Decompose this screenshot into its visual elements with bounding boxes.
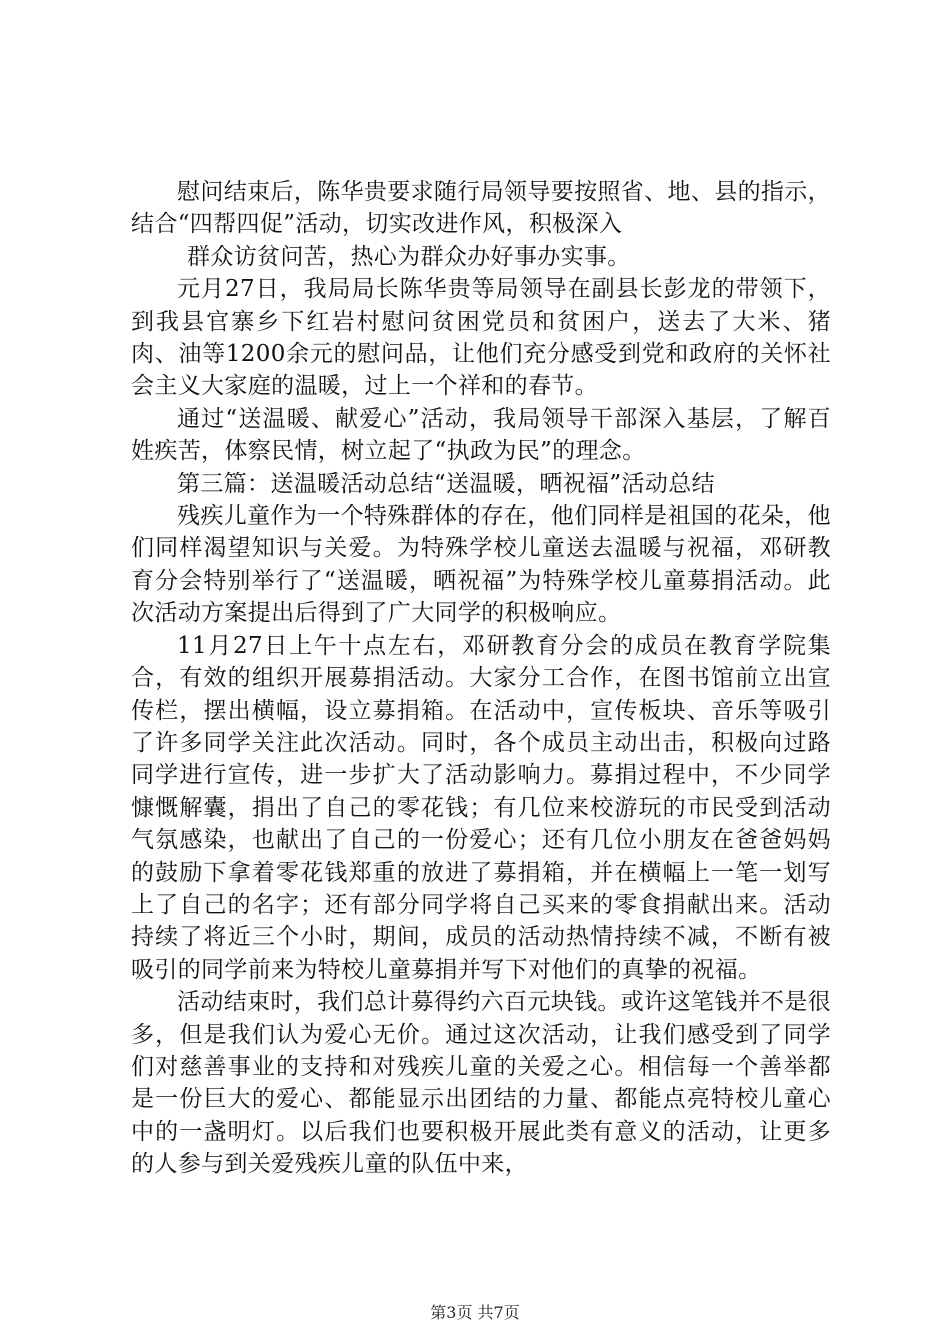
paragraph: 群众访贫问苦，热心为群众办好事办实事。: [187, 243, 631, 270]
document-body: [131, 176, 831, 1181]
paragraph: 11月27日上午十点左右，邓研教育分会的成员在教育学院集合，有效的组织开展募捐活动。大家分工合作，在图书馆前立出宣传栏，摆出横幅，设立募捐箱。在活动中，宣传板块、音乐等吸引了许多同学关注此次活动。同时，各个成员主动出击，积极向过路同学进行宣传，进一步扩大了活动影响力。募捐过程中，不少同学慷慨解囊，捐出了自己的零花钱；有几位来校游玩的市民受到活动气氛感染，也献出了自己的一份爱心；还有几位小朋友在爸爸妈妈的鼓励下拿着零花钱郑重的放进了募捐箱，并在横幅上一笔一划写上了自己的名字；还有部分同学将自己买来的零食捐献出来。活动持续了将近三个小时，期间，成员的活动热情持续不减，不断有被吸引的同学前来为特校儿童募捐并写下对他们的真挚的祝福。: [131, 632, 831, 983]
page-number-footer: 第3页 共7页: [430, 1303, 520, 1322]
paragraph: 残疾儿童作为一个特殊群体的存在，他们同样是祖国的花朵，他们同样渴望知识与关爱。为特殊学校儿童送去温暖与祝福，邓研教育分会特别举行了“送温暖，晒祝福”为特殊学校儿童募捐活动。此次活动方案提出后得到了广大同学的积极响应。: [131, 503, 831, 627]
paragraph: 活动结束时，我们总计募得约六百元块钱。或许这笔钱并不是很多，但是我们认为爱心无价。通过这次活动，让我们感受到了同学们对慈善事业的支持和对残疾儿童的关爱之心。相信每一个善举都是一份巨大的爱心、都能显示出团结的力量、都能点亮特校儿童心中的一盏明灯。以后我们也要积极开展此类有意义的活动，让更多的人参与到关爱残疾儿童的队伍中来，: [131, 989, 831, 1178]
paragraph: 元月27日，我局局长陈华贵等局领导在副县长彭龙的带领下，到我县官寨乡下红岩村慰问贫困党员和贫困户，送去了大米、猪肉、油等1200余元的慰问品，让他们充分感受到党和政府的关怀社会主义大家庭的温暖，过上一个祥和的春节。: [131, 276, 831, 400]
section-heading: 第三篇：送温暖活动总结“送温暖，晒祝福”活动总结: [177, 470, 715, 497]
paragraph: 慰问结束后，陈华贵要求随行局领导要按照省、地、县的指示，结合“四帮四促”活动，切实改进作风，积极深入: [131, 179, 831, 238]
paragraph: 通过“送温暖、献爱心”活动，我局领导干部深入基层，了解百姓疾苦，体察民情，树立起了“执政为民”的理念。: [131, 405, 831, 465]
